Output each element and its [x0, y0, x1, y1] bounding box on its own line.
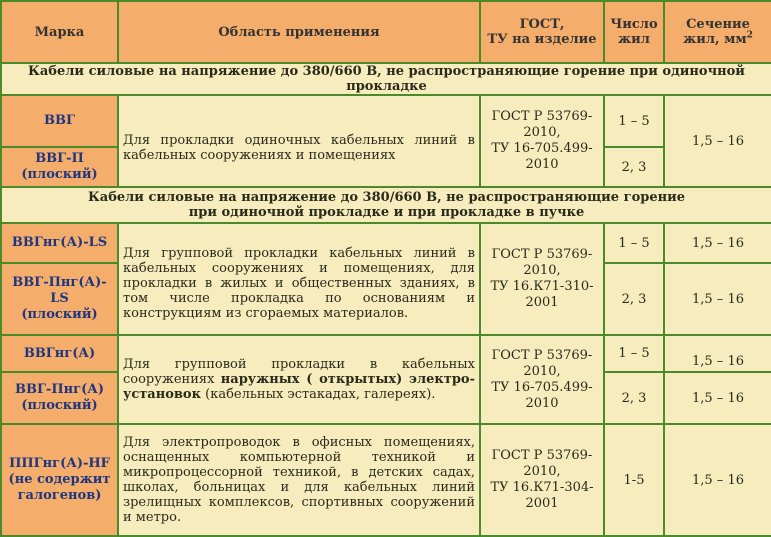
brand-vvg-png-ls: [1, 263, 118, 335]
gost-vvgng-line4: 2010: [525, 395, 559, 411]
application-vvgng-bold: наружных ( открытых) электро-установок: [123, 372, 475, 402]
brand-vvg-p-line1: ВВГ-П: [35, 151, 84, 166]
section-title-2: [1, 187, 771, 223]
header-gost-line2: ТУ на изделие: [487, 32, 597, 47]
application-vvgng-ls: Для групповой прокладки кабельных линий в кабельных сооружениях и помещениях, для прокладки в жилых и общественных зданиях, в том числе прокладка по основаниям и конструкциям из сгораемых материалов.: [118, 223, 480, 335]
application-vvg: Для прокладки одиночных кабельных линий в кабельных сооружениях и помещениях: [118, 95, 480, 187]
section-vvg: 1,5 – 16: [664, 95, 771, 187]
cores-vvg-p: 2, 3: [604, 147, 664, 187]
header-section-sup: 2: [746, 30, 753, 41]
brand-vvg: ВВГ: [1, 95, 118, 147]
header-cores-line2: жил: [618, 32, 650, 47]
cores-vvgng: 1 – 5: [604, 335, 664, 372]
brand-vvg-png-ls-line2: LS: [50, 291, 69, 306]
gost-ppgng-hf: [480, 424, 604, 536]
gost-vvgng-ls-line1: ГОСТ Р 53769-: [491, 247, 593, 262]
cores-vvg-png: 2, 3: [604, 372, 664, 424]
brand-vvg-png-ls-line3: (плоский): [21, 307, 98, 322]
section-vvgng: 1,5 – 16: [664, 335, 771, 372]
header-gost: [480, 1, 604, 63]
brand-vvg-png-line1: ВВГ-Пнг(А): [15, 382, 104, 397]
section-vvg-png: 1,5 – 16: [664, 372, 771, 424]
header-gost-line1: ГОСТ,: [519, 17, 565, 32]
gost-vvgng-ls: [480, 223, 604, 335]
brand-vvg-png: [1, 372, 118, 424]
section-title-2-line1: Кабели силовые на напряжение до 380/660 В, не распространяющие горение: [87, 190, 686, 205]
brand-vvg-png-ls-line1: ВВГ-Пнг(А)-: [12, 275, 107, 290]
gost-vvg-line2: 2010,: [523, 125, 561, 140]
gost-ppgng-hf-line1: ГОСТ Р 53769-: [491, 448, 593, 463]
header-section-unit: жил, мм: [683, 32, 747, 47]
section-row-1: [1, 63, 771, 95]
brand-vvgng: ВВГнг(А): [1, 335, 118, 372]
header-cores-line1: Число: [610, 17, 658, 32]
header-section: [664, 1, 771, 63]
gost-vvg-line4: 2010: [525, 157, 559, 172]
section-vvg-png-ls: 1,5 – 16: [664, 263, 771, 335]
application-vvgng: [118, 335, 480, 424]
header-application: Область применения: [118, 1, 480, 63]
gost-vvgng-ls-line4: 2001: [525, 295, 559, 310]
table-row: [1, 335, 771, 372]
header-cores: [604, 1, 664, 63]
table-row: [1, 95, 771, 147]
section-vvgng-ls: 1,5 – 16: [664, 223, 771, 263]
cores-ppgng-hf: 1-5: [604, 424, 664, 536]
header-brand: Марка: [1, 1, 118, 63]
section-title-1: Кабели силовые на напряжение до 380/660 В, не распространяющие горение при одиночной прокладке: [1, 63, 771, 95]
brand-vvgng-ls: ВВГнг(А)-LS: [1, 223, 118, 263]
gost-vvgng-ls-line2: 2010,: [523, 263, 561, 278]
application-vvgng-part1: Для групповой прокладки в кабельных сооружениях: [123, 357, 475, 387]
header-row: [1, 1, 771, 63]
gost-vvgng-line2: 2010,: [523, 363, 561, 379]
gost-vvgng-line3: ТУ 16-705.499-: [491, 379, 593, 395]
gost-vvgng-line1: ГОСТ Р 53769-: [491, 347, 593, 363]
gost-vvgng: [480, 335, 604, 424]
gost-vvgng-ls-line3: ТУ 16.К71-310-: [490, 279, 594, 294]
brand-ppgng-hf-line1: ППГнг(А)-HF: [9, 456, 110, 471]
section-row-2: [1, 187, 771, 223]
table-row: [1, 223, 771, 263]
gost-ppgng-hf-line3: ТУ 16.К71-304-: [490, 480, 594, 495]
brand-vvg-p-line2: (плоский): [21, 167, 98, 182]
header-section-line2: [669, 32, 767, 47]
section-ppgng-hf: 1,5 – 16: [664, 424, 771, 536]
cores-vvg: 1 – 5: [604, 95, 664, 147]
brand-ppgng-hf-line2: (не содержит: [8, 472, 111, 487]
brand-vvg-p: [1, 147, 118, 187]
table-row: [1, 424, 771, 536]
cores-vvg-png-ls: 2, 3: [604, 263, 664, 335]
gost-ppgng-hf-line2: 2010,: [523, 464, 561, 479]
gost-vvg-line1: ГОСТ Р 53769-: [491, 109, 593, 124]
cores-vvgng-ls: 1 – 5: [604, 223, 664, 263]
brand-vvg-png-line2: (плоский): [21, 398, 98, 413]
brand-ppgng-hf: [1, 424, 118, 536]
brand-ppgng-hf-line3: галогенов): [17, 488, 102, 503]
gost-vvg: [480, 95, 604, 187]
application-ppgng-hf: Для электропроводок в офисных помещениях, оснащенных компьютерной техникой и микропроцессорной техникой, в детских садах, школах, больницах и для кабельных линий зрелищных комплексов, спортивных сооружений и метро.: [118, 424, 480, 536]
gost-vvg-line3: ТУ 16-705.499-: [491, 141, 593, 156]
section-title-2-line2: при одиночной прокладке и при прокладке в пучке: [188, 205, 585, 220]
gost-ppgng-hf-line4: 2001: [525, 496, 559, 511]
application-vvgng-part2: (кабельных эстакадах, галереях).: [201, 387, 436, 402]
header-section-line1: Сечение: [686, 17, 750, 32]
